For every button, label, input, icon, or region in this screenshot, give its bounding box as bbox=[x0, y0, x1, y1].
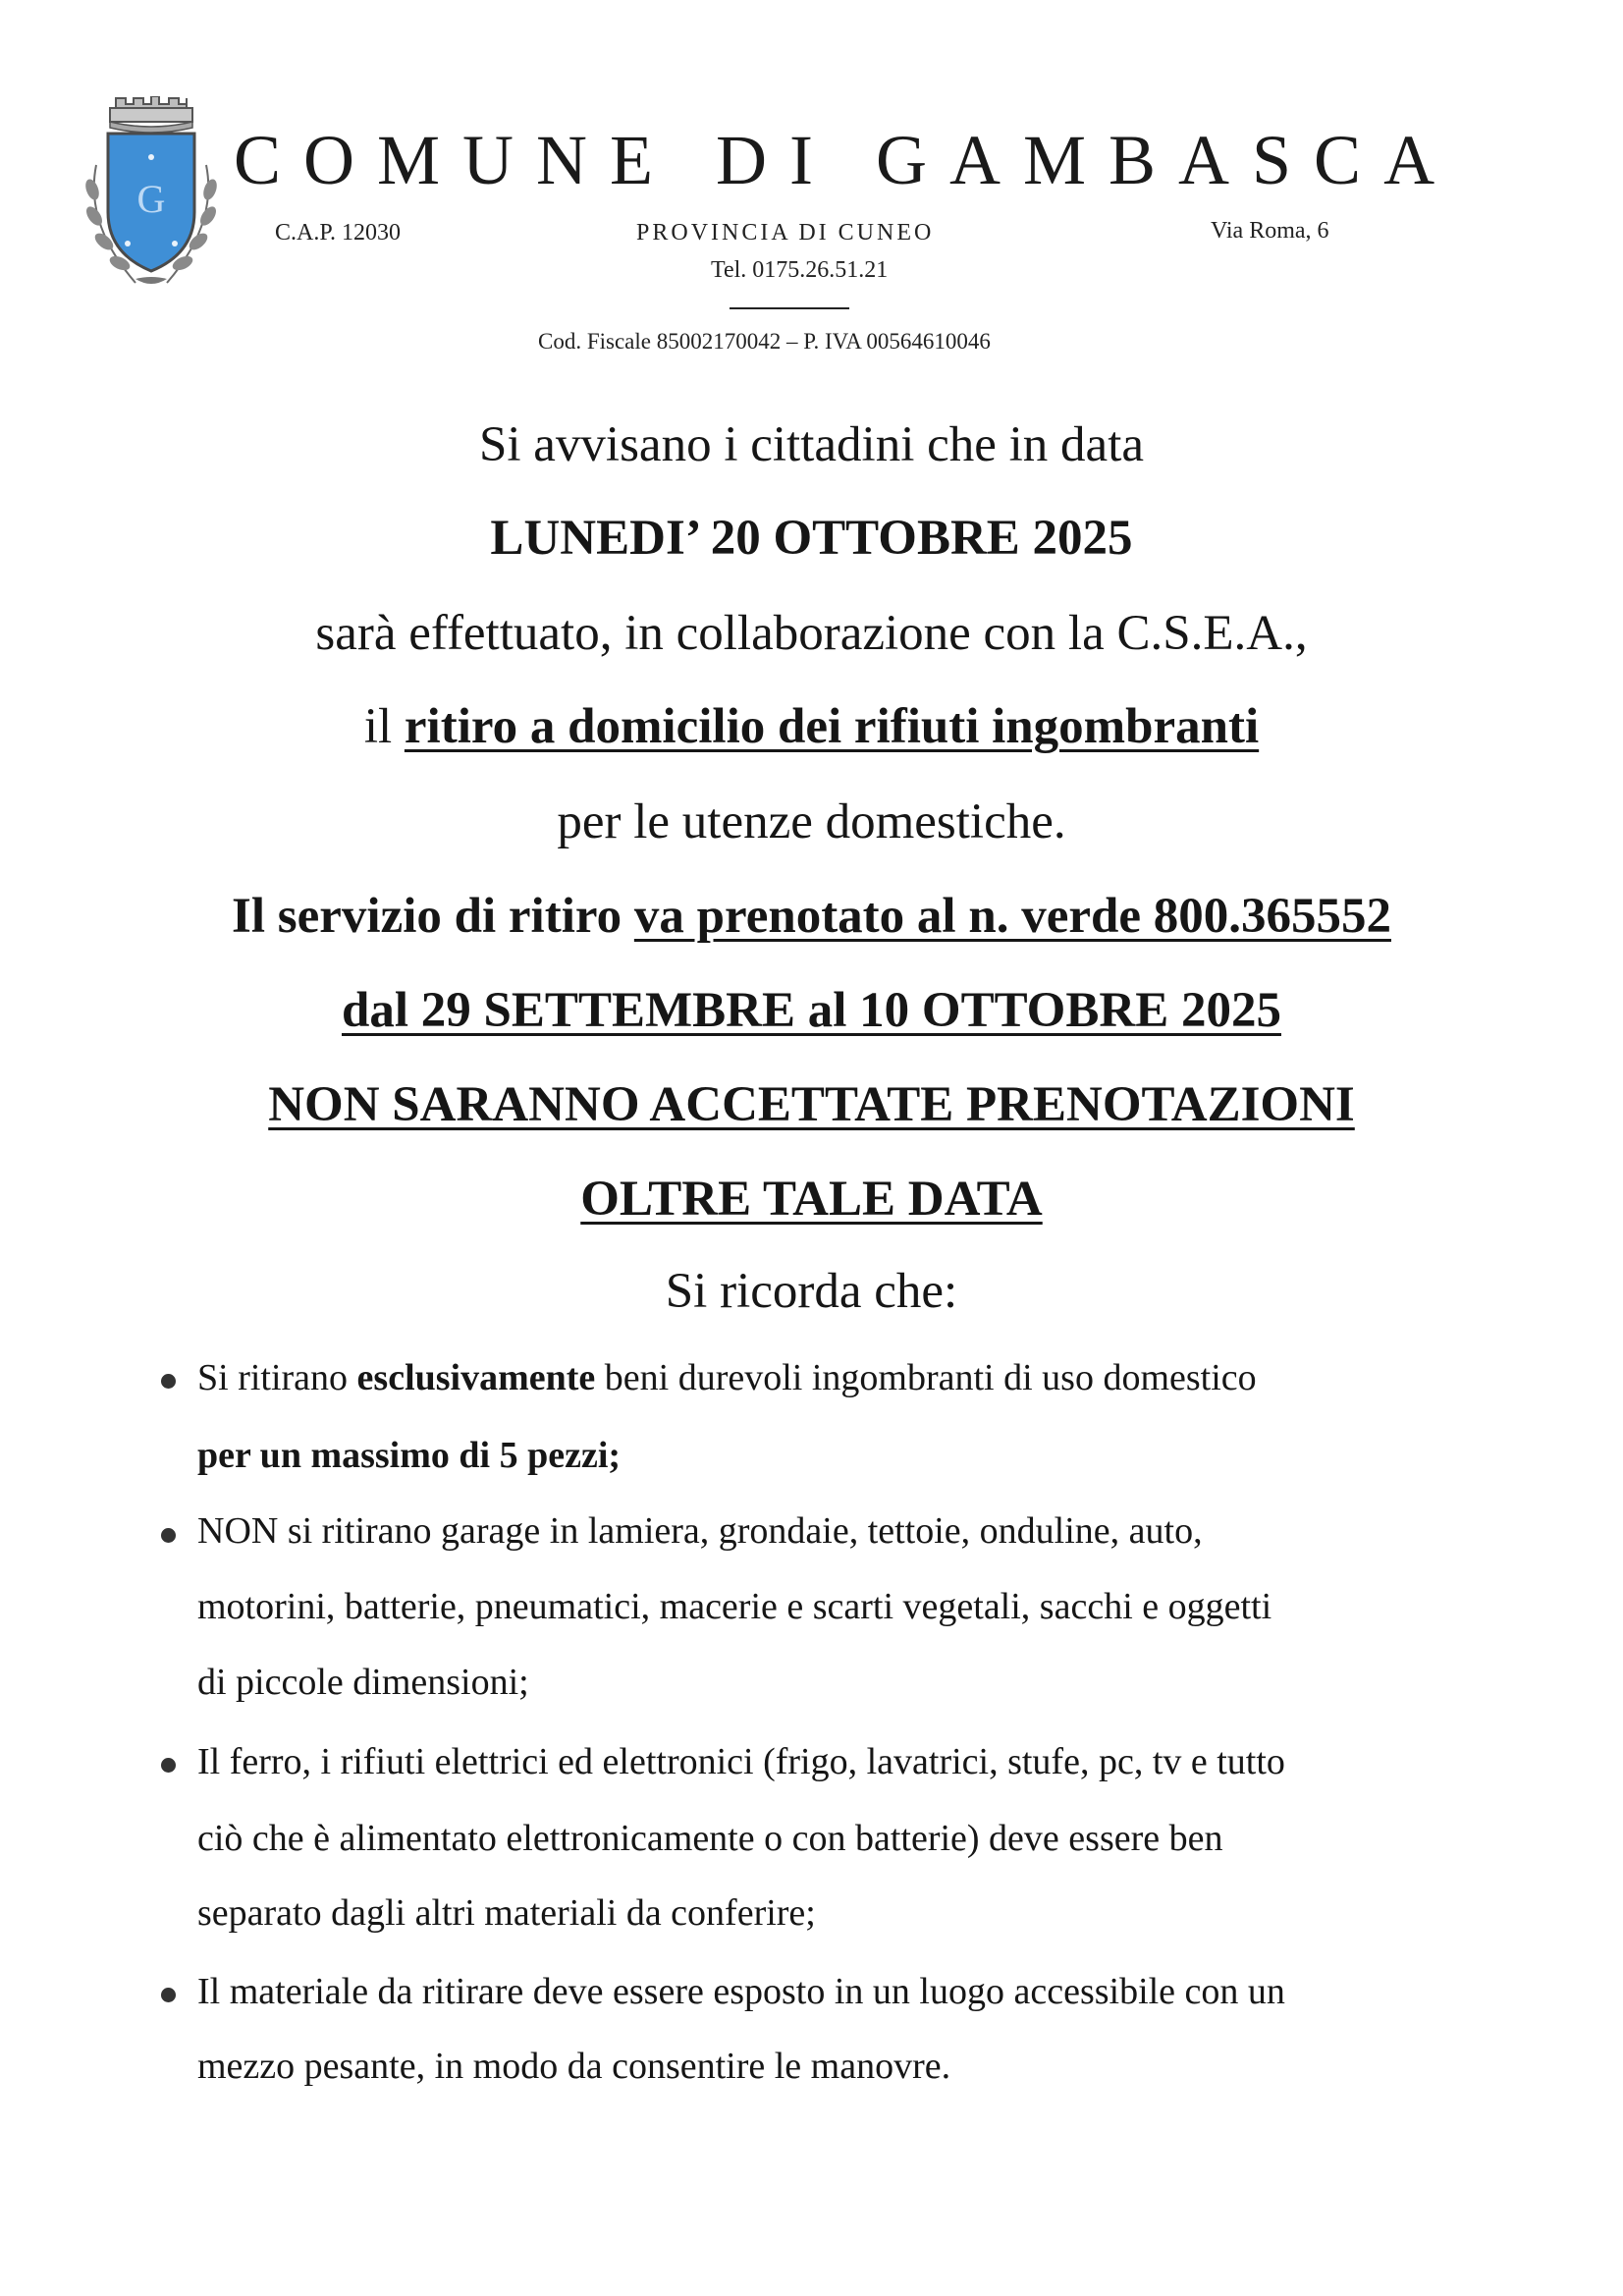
list-item-4-line-1: Il materiale da ritirare deve essere esposto in un luogo accessibile con un bbox=[197, 1971, 1285, 2012]
fiscal-codes: Cod. Fiscale 85002170042 – P. IVA 00564610046 bbox=[538, 329, 991, 354]
list-item-1-line-2: per un massimo di 5 pezzi; bbox=[197, 1435, 622, 1476]
notice-booking-line bbox=[0, 889, 1623, 944]
address: Via Roma, 6 bbox=[1211, 218, 1329, 244]
bullet-dot-icon bbox=[161, 1528, 176, 1543]
list-item-3-line-1: Il ferro, i rifiuti elettrici ed elettronici (frigo, lavatrici, stufe, pc, tv e tutto bbox=[197, 1741, 1285, 1782]
notice-intro: Si avvisano i cittadini che in data bbox=[479, 417, 1144, 472]
bullet-dot-icon bbox=[161, 1758, 176, 1773]
list-item-3-line-2: ciò che è alimentato elettronicamente o con batterie) deve essere ben bbox=[197, 1818, 1223, 1859]
ribbon-icon bbox=[135, 277, 167, 284]
notice-service-underlined: ritiro a domicilio dei rifiuti ingombranti bbox=[404, 699, 1260, 754]
list-item-2-line-1: NON si ritirano garage in lamiera, grondaie, tettoie, onduline, auto, bbox=[197, 1510, 1203, 1552]
municipal-crest-icon bbox=[77, 96, 226, 293]
letterhead-divider bbox=[730, 307, 849, 309]
postal-code: C.A.P. 12030 bbox=[275, 220, 402, 246]
list-item-1-line-1: Si ritirano esclusivamente beni durevoli ingombranti di uso domestico bbox=[197, 1357, 1257, 1398]
notice-warning-2: OLTRE TALE DATA bbox=[580, 1172, 1043, 1227]
crown-icon bbox=[110, 96, 192, 133]
phone-number: Tel. 0175.26.51.21 bbox=[711, 257, 889, 283]
crest-letter: G bbox=[136, 177, 166, 221]
notice-reminder-heading: Si ricorda che: bbox=[665, 1264, 958, 1319]
notice-warning-1: NON SARANNO ACCETTATE PRENOTAZIONI bbox=[268, 1077, 1355, 1132]
notice-booking-prefix: Il servizio di ritiro bbox=[232, 889, 634, 944]
list-item-2-line-2: motorini, batterie, pneumatici, macerie e scarti vegetali, sacchi e oggetti bbox=[197, 1586, 1272, 1627]
notice-date: LUNEDI’ 20 OTTOBRE 2025 bbox=[490, 511, 1133, 566]
list-item-2-line-3: di piccole dimensioni; bbox=[197, 1662, 529, 1703]
municipality-title: COMUNE DI GAMBASCA bbox=[234, 121, 1458, 199]
notice-collaboration: sarà effettuato, in collaborazione con la C.S.E.A., bbox=[315, 606, 1308, 661]
province: PROVINCIA DI CUNEO bbox=[636, 220, 935, 246]
bullet-dot-icon bbox=[161, 1988, 176, 2002]
notice-booking-number: va prenotato al n. verde 800.365552 bbox=[633, 889, 1391, 944]
notice-users: per le utenze domestiche. bbox=[557, 794, 1066, 849]
bullet-dot-icon bbox=[161, 1374, 176, 1389]
list-item-3-line-3: separato dagli altri materiali da conferire; bbox=[197, 1892, 816, 1934]
notice-service-line bbox=[0, 699, 1623, 754]
notice-booking-period: dal 29 SETTEMBRE al 10 OTTOBRE 2025 bbox=[342, 983, 1281, 1038]
list-item-4-line-2: mezzo pesante, in modo da consentire le manovre. bbox=[197, 2046, 951, 2087]
notice-service-prefix: il bbox=[363, 699, 405, 754]
